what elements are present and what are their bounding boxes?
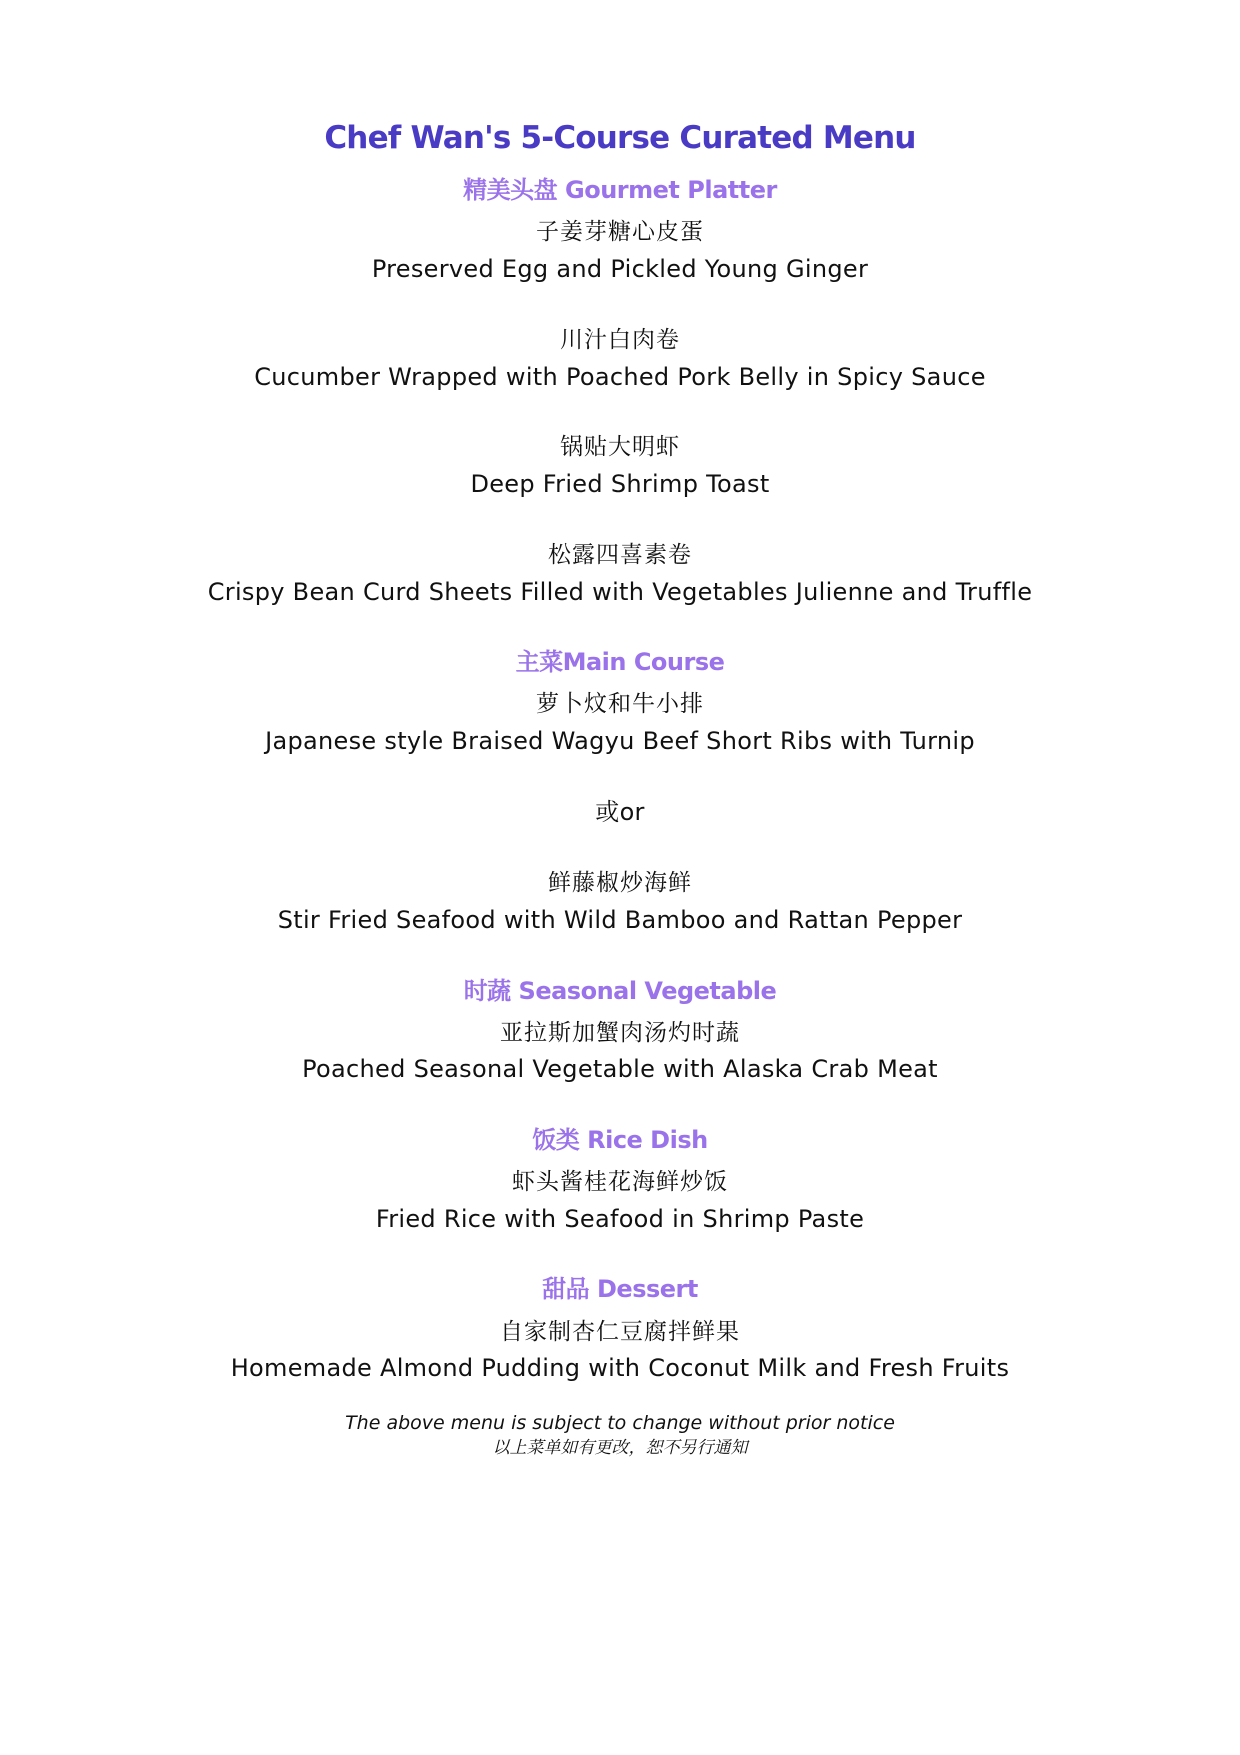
- dish-name-cn: 松露四喜素卷: [548, 542, 692, 568]
- dish-name-en: Crispy Bean Curd Sheets Filled with Vegetables Julienne and Truffle: [207, 578, 1033, 606]
- dish-name-en: Deep Fried Shrimp Toast: [470, 470, 770, 498]
- section-heading-rice: 饭类 Rice Dish: [532, 1126, 708, 1154]
- dish-name-cn: 子姜芽糖心皮蛋: [536, 219, 704, 245]
- dish-name-en: Preserved Egg and Pickled Young Ginger: [371, 255, 869, 283]
- dish-name-cn: 鲜藤椒炒海鲜: [548, 870, 692, 896]
- dish-name-cn: 锅贴大明虾: [560, 434, 680, 460]
- dish-name-cn: 虾头酱桂花海鲜炒饭: [512, 1169, 728, 1195]
- disclaimer-cn: 以上菜单如有更改，恕不另行通知: [492, 1438, 748, 1458]
- section-heading-main: 主菜Main Course: [515, 648, 725, 676]
- dish-name-en: Stir Fried Seafood with Wild Bamboo and Rattan Pepper: [277, 906, 963, 934]
- disclaimer-en: The above menu is subject to change without prior notice: [345, 1412, 895, 1434]
- dish-name-cn: 亚拉斯加蟹肉汤灼时蔬: [500, 1020, 740, 1046]
- choice-separator: 或or: [595, 798, 645, 826]
- section-heading-dessert: 甜品 Dessert: [542, 1275, 698, 1303]
- menu-title: Chef Wan's 5-Course Curated Menu: [324, 120, 916, 156]
- dish-name-en: Homemade Almond Pudding with Coconut Milk and Fresh Fruits: [230, 1354, 1010, 1382]
- dish-name-cn: 萝卜炆和牛小排: [536, 691, 704, 717]
- dish-name-cn: 自家制杏仁豆腐拌鲜果: [500, 1319, 740, 1345]
- dish-name-cn: 川汁白肉卷: [560, 327, 680, 353]
- dish-name-en: Japanese style Braised Wagyu Beef Short Ribs with Turnip: [265, 727, 975, 755]
- dish-name-en: Fried Rice with Seafood in Shrimp Paste: [375, 1205, 865, 1233]
- section-heading-platter: 精美头盘 Gourmet Platter: [463, 176, 777, 204]
- dish-name-en: Cucumber Wrapped with Poached Pork Belly in Spicy Sauce: [254, 363, 986, 391]
- dish-name-en: Poached Seasonal Vegetable with Alaska Crab Meat: [302, 1055, 938, 1083]
- section-heading-vegetable: 时蔬 Seasonal Vegetable: [463, 977, 777, 1005]
